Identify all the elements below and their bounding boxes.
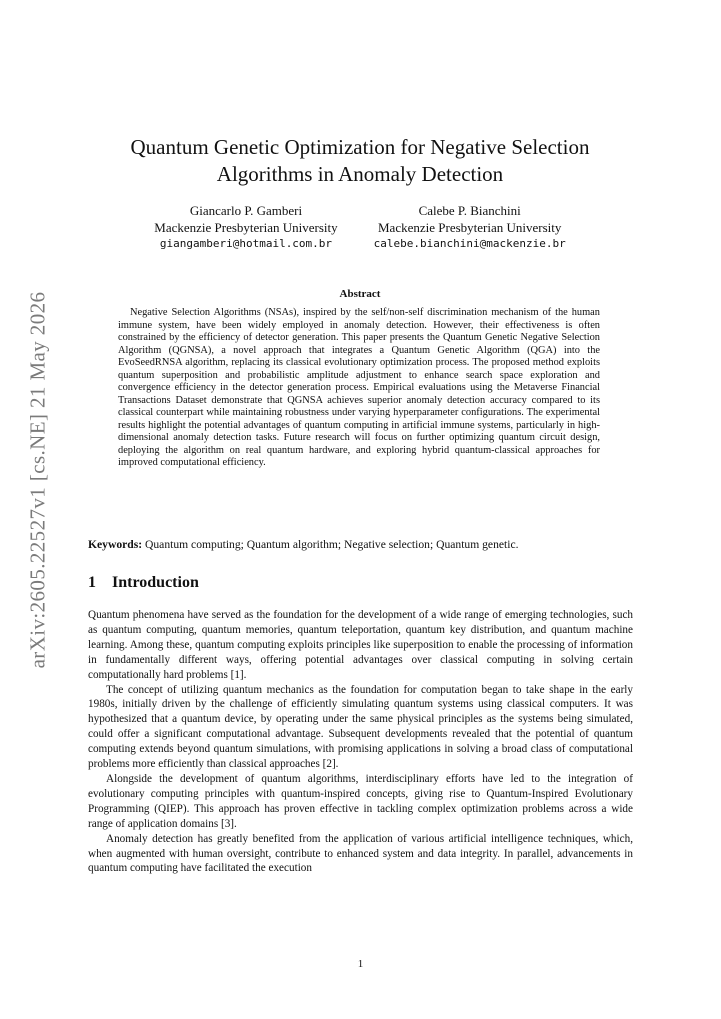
paragraph: Quantum phenomena have served as the foundation for the development of a wide range of emerging technologies, such as quantum computing, quantum memories, quantum teleportation, quantum key distribution, and quantum machine learning. Among these, quantum computing exploits principles like superposition to enable the processing of information in fundamentally different ways, offering potential advantages over classical computing in solving certain computationally hard problems [1]. bbox=[88, 609, 633, 681]
author-email: calebe.bianchini@mackenzie.br bbox=[373, 237, 566, 250]
author-block bbox=[90, 203, 630, 253]
author-name: Giancarlo P. Gamberi bbox=[189, 203, 303, 218]
keywords-text: Quantum computing; Quantum algorithm; Negative selection; Quantum genetic. bbox=[145, 538, 519, 551]
section-title: Introduction bbox=[112, 574, 199, 591]
section-body bbox=[88, 608, 633, 876]
section-heading bbox=[88, 574, 199, 592]
author-affiliation: Mackenzie Presbyterian University bbox=[377, 219, 562, 235]
section-number: 1 bbox=[88, 574, 96, 591]
paper-title: Quantum Genetic Optimization for Negative Selection Algorithms in Anomaly Detection bbox=[130, 135, 590, 186]
paragraph: Alongside the development of quantum algorithms, interdisciplinary efforts have led to the integration of evolutionary computing principles with quantum-inspired concepts, giving rise to Quantum-Inspired Evolutionary Programming (QIEP). This approach has proven effective in tackling complex optimization problems across a wide range of application domains [3]. bbox=[88, 772, 633, 830]
paragraph: Anomaly detection has greatly benefited from the application of various artificial intelligence techniques, which, when augmented with human oversight, contribute to enhanced system and data integrity. In parallel, advancements in quantum computing have facilitated the execution bbox=[88, 832, 633, 875]
arxiv-stamp: arXiv:2605.22527v1 [cs.NE] 21 May 2026 bbox=[25, 291, 50, 669]
author-affiliation: Mackenzie Presbyterian University bbox=[154, 219, 338, 235]
keywords bbox=[88, 538, 638, 551]
abstract-heading: Abstract bbox=[339, 288, 381, 300]
abstract-text: Negative Selection Algorithms (NSAs), inspired by the self/non-self discrimination mechanism of the human immune system, have been widely employed in anomaly detection. However, their effectiveness is often constrained by the efficiency of detector generation. This paper presents the Quantum Genetic Negative Selection Algorithm (QGNSA), a novel approach that integrates a Quantum Genetic Algorithm (QGA) into the EvoSeedRNSA algorithm, replacing its classical evolutionary optimization process. The proposed method exploits quantum superposition and probabilistic amplitude adjustment to enhance search space exploration and convergence efficiency in the detector generation process. Empirical evaluations using the Metaverse Financial Transactions Dataset demonstrate that QGNSA achieves superior anomaly detection accuracy compared to its classical counterpart while maintaining robustness under varying hyperparameter configurations. The experimental results highlight the potential advantages of quantum computing in artificial immune systems, particularly in high-dimensional anomaly detection tasks. Future research will focus on further optimizing quantum circuit design, deploying the algorithm on real quantum hardware, and exploring hybrid quantum-classical approaches for improved computational efficiency. bbox=[118, 307, 600, 468]
author-name: Calebe P. Bianchini bbox=[418, 203, 521, 218]
paragraph: The concept of utilizing quantum mechanics as the foundation for computation began to take shape in the early 1980s, initially driven by the challenge of efficiently simulating quantum systems using classical computers. It was hypothesized that a quantum device, by operating under the same physical principles as the systems being simulated, could offer a significant computational advantage. Subsequent developments revealed that the potential of quantum computing extends beyond quantum simulations, with promising applications in solving a broad class of computational problems more efficiently than classical approaches [2]. bbox=[88, 683, 633, 771]
author-2 bbox=[374, 203, 566, 253]
keywords-label: Keywords: bbox=[88, 538, 143, 551]
page-number: 1 bbox=[357, 958, 364, 970]
author-1 bbox=[154, 203, 337, 253]
author-email: giangamberi@hotmail.com.br bbox=[159, 237, 333, 250]
